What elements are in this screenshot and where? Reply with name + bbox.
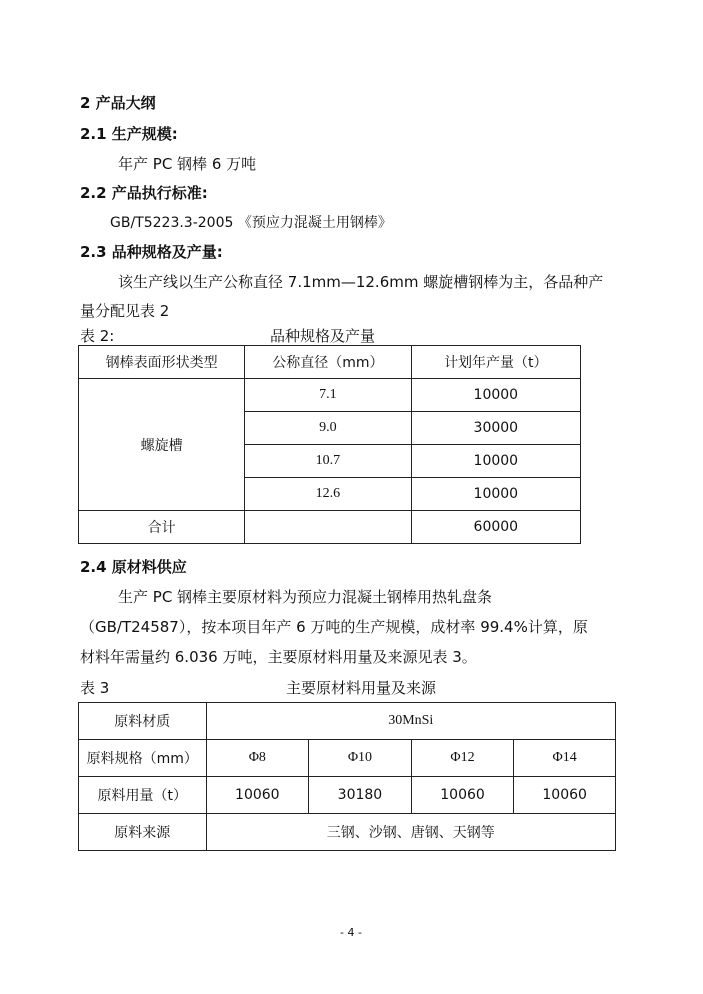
table2-total-label: 合计 xyxy=(79,511,245,544)
table2-header-type: 钢棒表面形状类型 xyxy=(79,346,245,379)
section-2-4-line2: （GB/T24587），按本项目年产 6 万吨的生产规模，成材率 99.4%计算，原 xyxy=(80,618,588,636)
table2-diameter-cell: 10.7 xyxy=(245,445,411,478)
section-2-4-heading: 2.4 原材料供应 xyxy=(80,558,187,576)
table3-title: 主要原材料用量及来源 xyxy=(286,679,437,697)
table3-spec-cell: Φ12 xyxy=(411,740,514,777)
table3-material-value: 30MnSi xyxy=(206,703,615,740)
table3-source-label: 原料来源 xyxy=(79,814,207,851)
table2-header-diameter: 公称直径（mm） xyxy=(245,346,411,379)
table-row xyxy=(79,511,581,544)
table2-type-cell: 螺旋槽 xyxy=(79,379,245,511)
table2-total-empty xyxy=(245,511,411,544)
table2-diameter-cell: 7.1 xyxy=(245,379,411,412)
table2-output-cell: 10000 xyxy=(411,379,580,412)
table2-output-cell: 10000 xyxy=(411,445,580,478)
table3-spec-label: 原料规格（mm） xyxy=(79,740,207,777)
section-2-2-body: GB/T5223.3-2005 《预应力混凝土用钢棒》 xyxy=(110,215,392,231)
section-2-4-line3: 材料年需量约 6.036 万吨，主要原材料用量及来源见表 3。 xyxy=(80,648,477,666)
table3-spec-cell: Φ10 xyxy=(309,740,412,777)
page-number: - 4 - xyxy=(340,926,362,939)
table-row xyxy=(79,814,616,851)
table2-output-cell: 10000 xyxy=(411,478,580,511)
table3-usage-cell: 10060 xyxy=(514,777,616,814)
section-2-1-body: 年产 PC 钢棒 6 万吨 xyxy=(118,155,257,173)
section-2-3-line1: 该生产线以生产公称直径 7.1mm—12.6mm 螺旋槽钢棒为主，各品种产 xyxy=(118,273,604,291)
table2-total-value: 60000 xyxy=(411,511,580,544)
table2-title: 品种规格及产量 xyxy=(270,327,376,345)
table2-diameter-cell: 12.6 xyxy=(245,478,411,511)
table-row xyxy=(79,740,616,777)
table-row xyxy=(79,703,616,740)
table3-usage-cell: 10060 xyxy=(411,777,514,814)
section-2-3-heading: 2.3 品种规格及产量: xyxy=(80,243,223,261)
table3-spec-cell: Φ14 xyxy=(514,740,616,777)
section-2-3-line2: 量分配见表 2 xyxy=(80,302,170,320)
section-2-heading: 2 产品大纲 xyxy=(80,94,156,112)
table3-usage-label: 原料用量（t） xyxy=(79,777,207,814)
table2-diameter-cell: 9.0 xyxy=(245,412,411,445)
table2-output-cell: 30000 xyxy=(411,412,580,445)
table3-usage-cell: 10060 xyxy=(206,777,309,814)
table3-source-value: 三钢、沙钢、唐钢、天钢等 xyxy=(206,814,615,851)
table3-usage-cell: 30180 xyxy=(309,777,412,814)
table2-label: 表 2: xyxy=(80,327,115,345)
table3-spec-cell: Φ8 xyxy=(206,740,309,777)
section-2-4-line1: 生产 PC 钢棒主要原材料为预应力混凝土钢棒用热轧盘条 xyxy=(118,588,493,606)
table3-label: 表 3 xyxy=(80,679,110,697)
table3-material-label: 原料材质 xyxy=(79,703,207,740)
table2-header-output: 计划年产量（t） xyxy=(411,346,580,379)
table2 xyxy=(78,345,581,544)
table-row xyxy=(79,777,616,814)
section-2-2-heading: 2.2 产品执行标准: xyxy=(80,184,208,202)
table3 xyxy=(78,702,616,851)
section-2-1-heading: 2.1 生产规模: xyxy=(80,125,178,143)
table-row xyxy=(79,379,581,412)
